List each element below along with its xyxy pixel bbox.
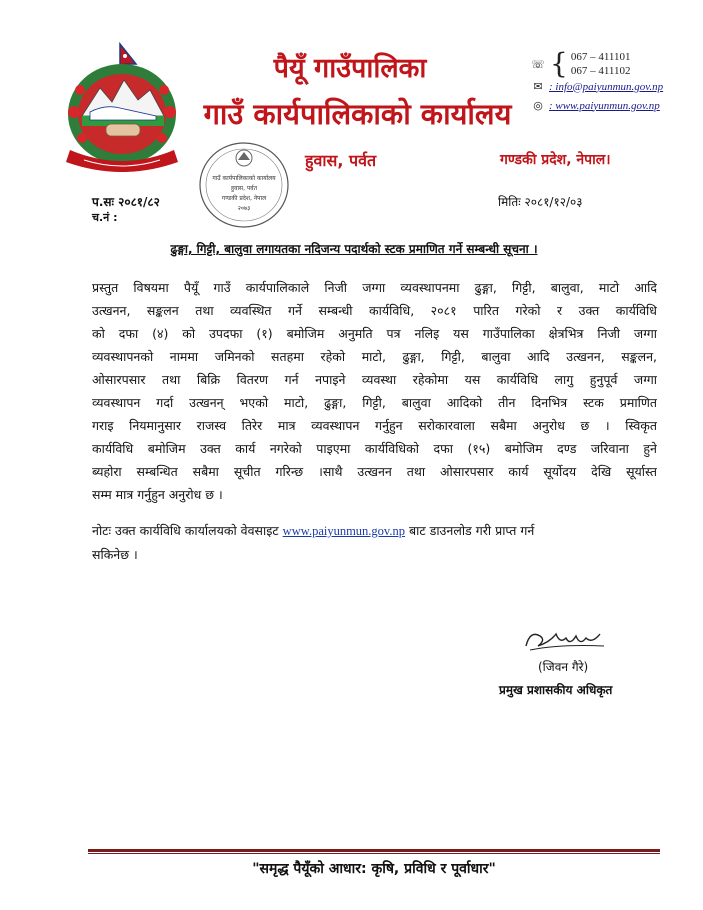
signatory-name: (जिवन गैरे)	[538, 660, 589, 674]
municipality-name: पैयूँ गाउँपालिका	[273, 53, 427, 84]
office-location: हुवास, पर्वत	[305, 151, 377, 170]
phone-icon: ☏	[531, 58, 545, 71]
email-link[interactable]: : info@paiyunmun.gov.np	[549, 80, 664, 93]
seal-line-2: हुवास, पर्वत	[230, 185, 258, 192]
phone-row: ☏ { 067 – 411101 067 – 411102	[531, 47, 631, 80]
nepal-emblem-icon	[60, 42, 185, 177]
website-link[interactable]: : www.paiyunmun.gov.np	[549, 99, 660, 112]
body-line: व्यवस्थापन गर्दा उत्खनन् भएको माटो, ढुङ्गा, गिट्टी, बालुवा आदिको तीन दिनभित्र स्टक प्रमाणित	[92, 395, 657, 410]
letter-body	[92, 276, 657, 506]
body-line: व्यवस्थापनको नाममा जमिनको सतहमा रहेको माटो, ढुङ्गा, गिट्टी, बालुवा आदि उत्खनन, सङ्कलन,	[92, 349, 657, 364]
contact-block	[531, 47, 664, 112]
reference-number: प.सः २०८१/८२	[92, 195, 160, 209]
footer-divider	[88, 849, 660, 852]
body-line: उत्खनन, सङ्कलन तथा व्यवस्थित गर्ने सम्बन्धी कार्यविधि, २०८१ पारित गरेको र उक्त कार्यविधि	[92, 303, 657, 318]
body-line: कार्यविधि बमोजिम उक्त कार्य नगरेको पाइएमा कार्यविधिको दफा (१५) बमोजिम दण्ड जरिवाना हुने	[92, 441, 657, 456]
seal-line-4: २०७३	[237, 205, 251, 212]
note-suffix: बाट डाउनलोड गरी प्राप्त गर्न	[408, 523, 535, 538]
phone-number-2: 067 – 411102	[570, 65, 631, 77]
body-line: सम्म मात्र गर्नुहुन अनुरोध छ ।	[92, 487, 223, 502]
dispatch-number: च.नं :	[92, 211, 118, 224]
province-name: गण्डकी प्रदेश, नेपाल।	[500, 152, 611, 168]
email-row	[531, 80, 663, 93]
handwritten-signature-icon	[520, 620, 610, 660]
globe-icon: ◎	[533, 100, 543, 112]
footer-divider-thin	[88, 853, 660, 854]
website-row	[531, 99, 663, 112]
download-note	[92, 519, 657, 567]
body-line: ब्यहोरा सम्बन्धित सबैमा सूचीत गरिन्छ ।साथै उत्खनन तथा ओसारपसार कार्य सूर्योदय देखि सूर्यास्त	[92, 464, 657, 479]
phone-number-1: 067 – 411101	[570, 51, 631, 63]
office-seal-stamp	[196, 138, 292, 232]
office-name: गाउँ कार्यपालिकाको कार्यालय	[203, 97, 512, 131]
note-website-link[interactable]: www.paiyunmun.gov.np	[282, 524, 405, 538]
body-line: ओसारपसार तथा बिक्रि वितरण गर्न नपाइने व्यवस्था रहेकोमा यस कार्यविधि लागु हुनुपूर्व जग्गा	[92, 372, 657, 387]
body-line: को दफा (४) को उपदफा (१) बमोजिम अनुमति पत्र नलिइ यस गाउँपालिका क्षेत्रभित्र निजी जग्गा	[92, 326, 657, 341]
body-line: गराइ नियमानुसार राजस्व तिरेर मात्र व्यवस्थापन गर्नुहुन सरोकारवाला सबैमा अनुरोध छ । स्विकृत	[92, 418, 657, 433]
letter-date: मितिः २०८१/१२/०३	[498, 195, 583, 209]
seal-line-1: गाउँ कार्यपालिकाको कार्यालय	[212, 175, 276, 182]
footer-motto: "समृद्ध पैयूँको आधार: कृषि, प्रविधि र पूर्वाधार"	[252, 861, 496, 877]
signatory-title: प्रमुख प्रशासकीय अधिकृत	[499, 683, 613, 697]
body-line: प्रस्तुत विषयमा पैयूँ गाउँ कार्यपालिकाले निजी जग्गा व्यवस्थापनमा ढुङ्गा, गिट्टी, बालुवा, माटो आदि	[92, 280, 657, 295]
note-prefix: नोटः उक्त कार्यविधि कार्यालयको वेवसाइट	[92, 523, 279, 538]
email-icon: ✉	[533, 81, 543, 93]
note-line-2: सकिनेछ ।	[92, 547, 138, 562]
seal-line-3: गण्डकी प्रदेश, नेपाल	[221, 195, 267, 202]
letter-subject: ढुङ्गा, गिट्टी, बालुवा लगायतका नदिजन्य पदार्थको स्टक प्रमाणित गर्ने सम्बन्धी सूचना ।	[170, 242, 538, 256]
